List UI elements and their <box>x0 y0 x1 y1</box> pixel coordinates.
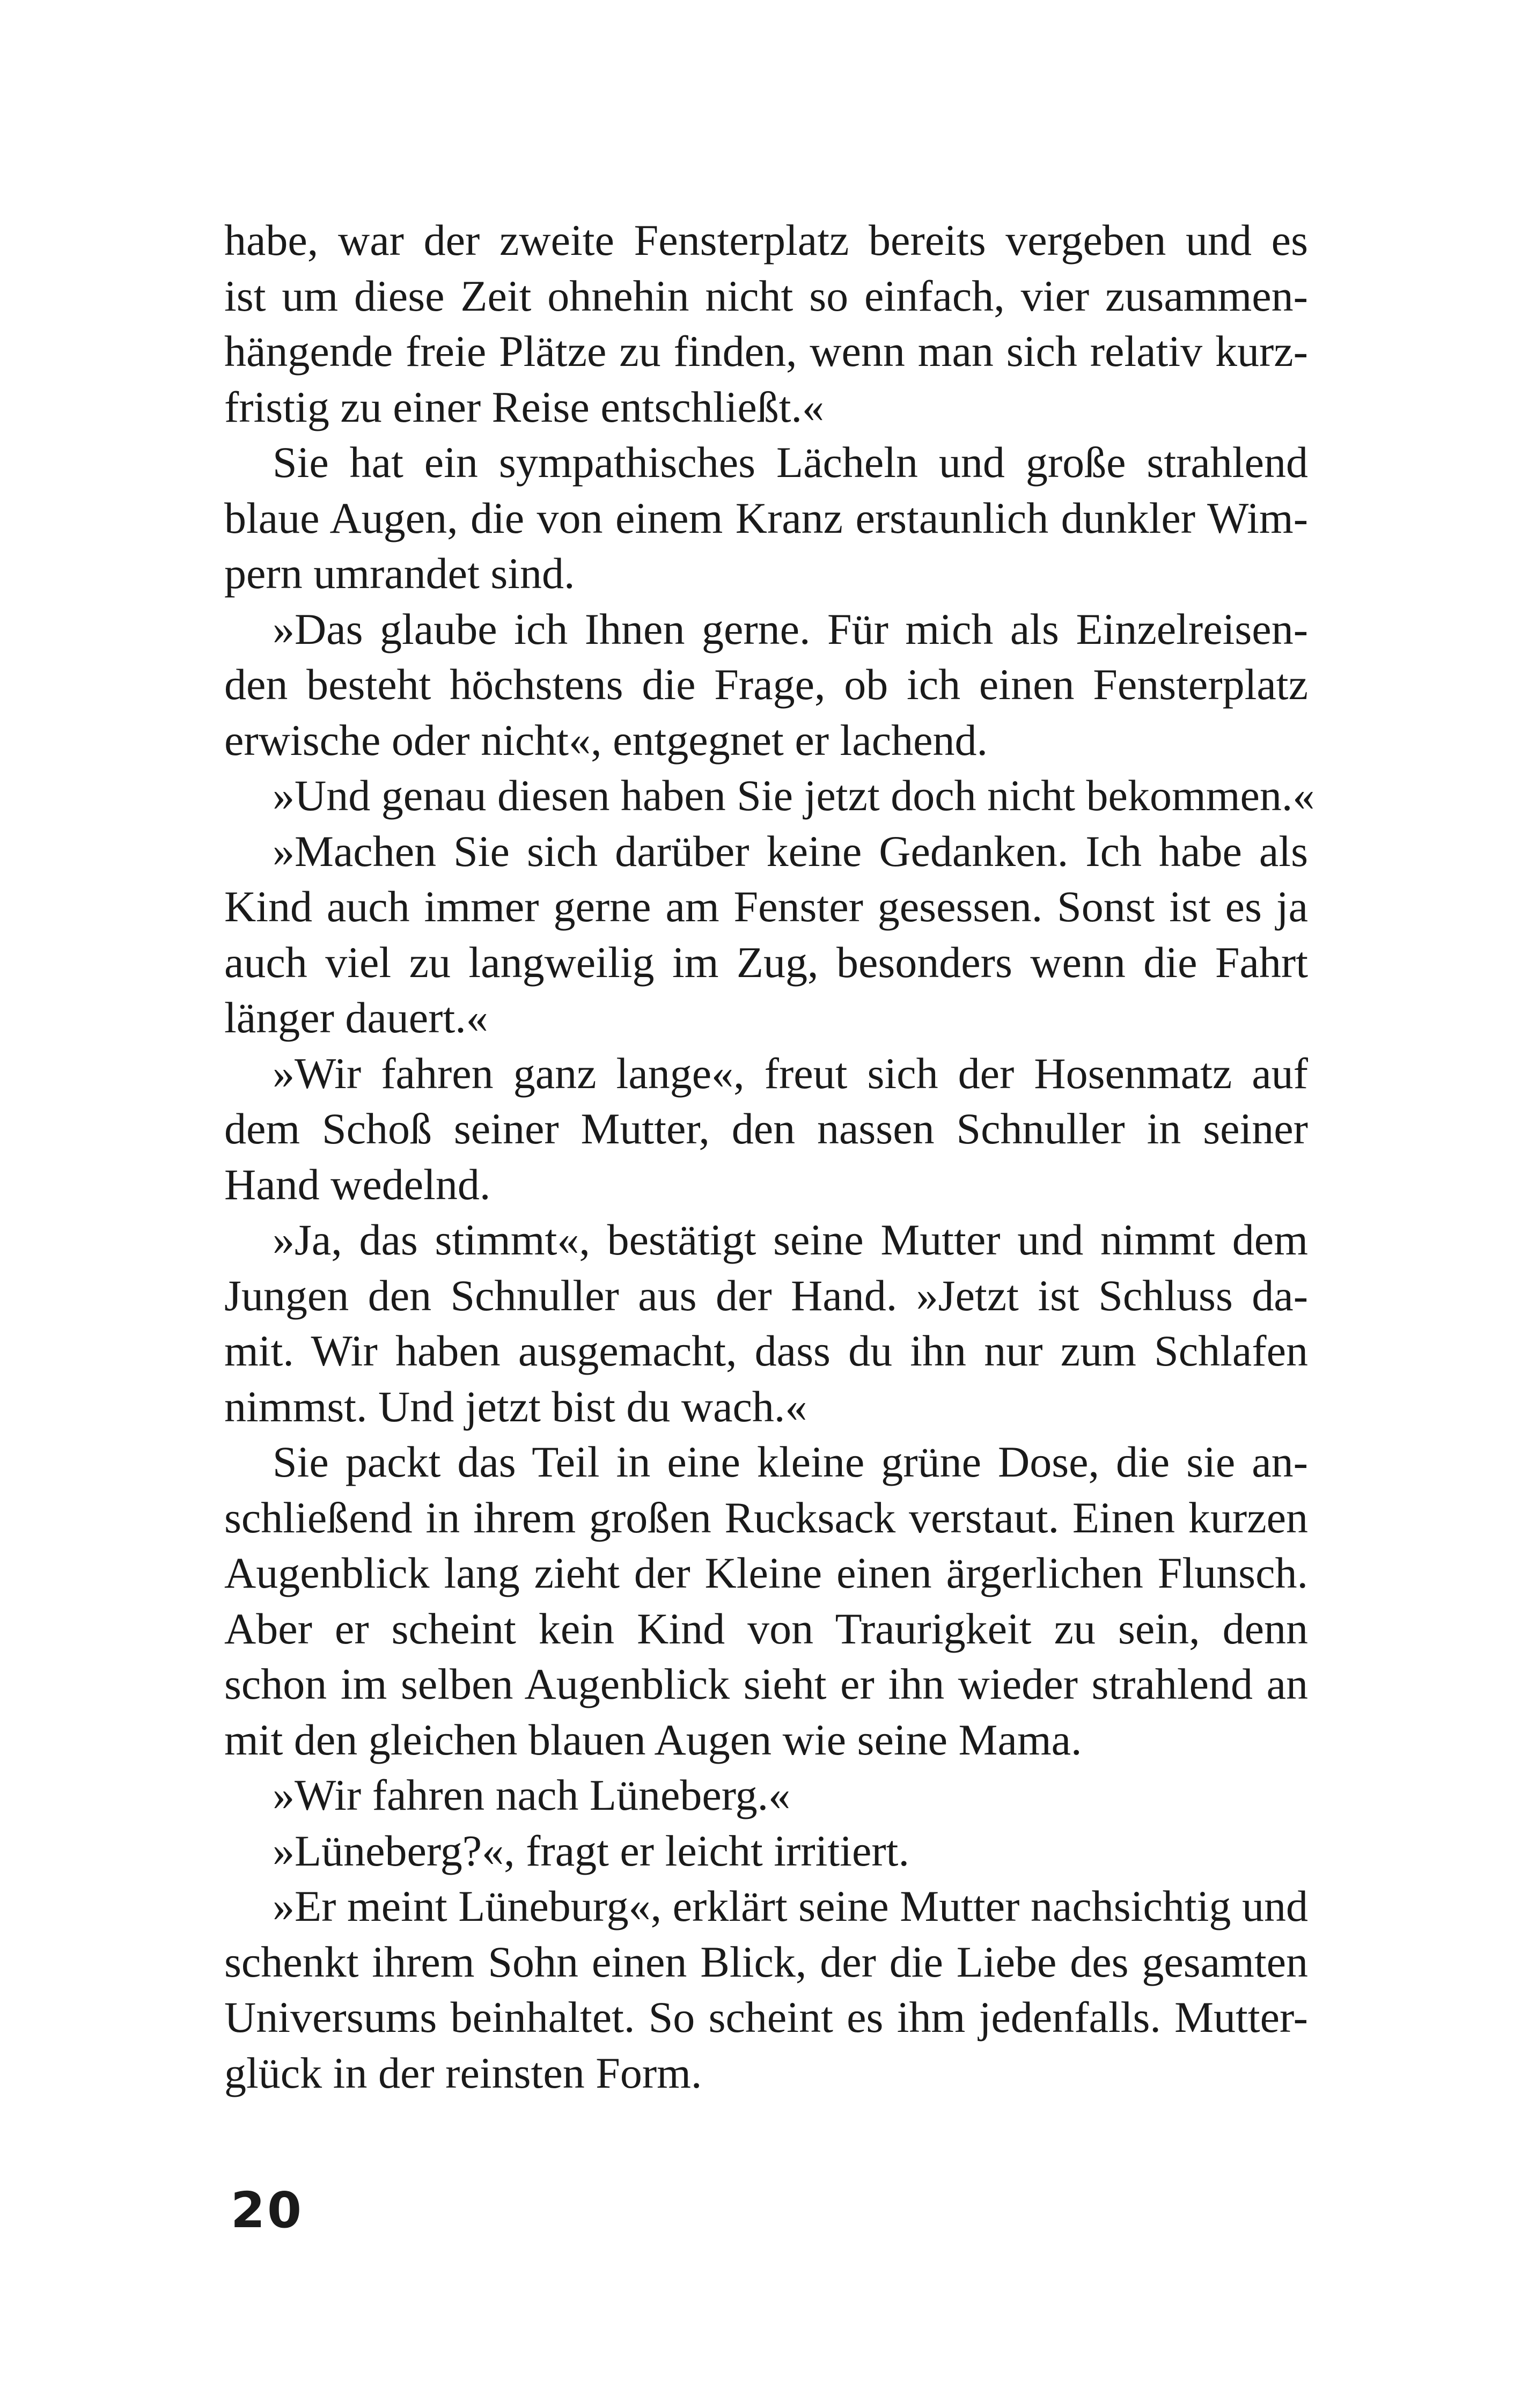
text-line: fristig zu einer Reise entschließt.« <box>224 382 825 431</box>
text-line: den besteht höchstens die Frage, ob ich einen Fensterplatz <box>224 660 1308 709</box>
text-line: »Er meint Lüneburg«, erklärt seine Mutter nachsichtig und <box>273 1882 1308 1930</box>
text-line: »Lüneberg?«, fragt er leicht irritiert. <box>273 1826 909 1875</box>
text-line: habe, war der zweite Fensterplatz bereits vergeben und es <box>224 216 1308 265</box>
text-line: ist um diese Zeit ohnehin nicht so einfach, vier zusammen- <box>224 271 1308 320</box>
text-line: länger dauert.« <box>224 993 488 1042</box>
body-text <box>224 212 1315 2101</box>
text-line: Hand wedelnd. <box>224 1159 491 1209</box>
text-line: dem Schoß seiner Mutter, den nassen Schnuller in seiner <box>224 1104 1308 1153</box>
text-line: mit. Wir haben ausgemacht, dass du ihn nur zum Schlafen <box>224 1326 1308 1375</box>
text-line: schon im selben Augenblick sieht er ihn wieder strahlend an <box>224 1660 1308 1708</box>
page-number: 20 <box>231 2182 304 2239</box>
text-line: Aber er scheint kein Kind von Traurigkeit zu sein, denn <box>224 1604 1308 1653</box>
text-line: Universums beinhaltet. So scheint es ihm jedenfalls. Mutter- <box>224 1993 1308 2042</box>
text-line: »Wir fahren nach Lüneberg.« <box>273 1771 791 1819</box>
text-line: auch viel zu langweilig im Zug, besonders wenn die Fahrt <box>224 937 1308 987</box>
text-line: hängende freie Plätze zu finden, wenn man sich relativ kurz- <box>224 327 1308 376</box>
text-line: »Und genau diesen haben Sie jetzt doch nicht bekommen.« <box>273 771 1315 820</box>
text-line: »Wir fahren ganz lange«, freut sich der Hosenmatz auf <box>273 1048 1308 1098</box>
text-line: Jungen den Schnuller aus der Hand. »Jetzt ist Schluss da- <box>224 1271 1308 1320</box>
text-line: »Machen Sie sich darüber keine Gedanken. Ich habe als <box>273 826 1308 876</box>
text-line: Augenblick lang zieht der Kleine einen ärgerlichen Flunsch. <box>224 1548 1308 1597</box>
text-line: glück in der reinsten Form. <box>224 2048 702 2097</box>
text-line: Sie packt das Teil in eine kleine grüne Dose, die sie an- <box>273 1437 1308 1486</box>
text-line: pern umrandet sind. <box>224 549 575 598</box>
text-line: mit den gleichen blauen Augen wie seine Mama. <box>224 1715 1082 1764</box>
text-line: Kind auch immer gerne am Fenster gesessen. Sonst ist es ja <box>224 882 1308 931</box>
text-line: blaue Augen, die von einem Kranz erstaunlich dunkler Wim- <box>224 493 1308 542</box>
text-line: nimmst. Und jetzt bist du wach.« <box>224 1382 807 1431</box>
text-line: schenkt ihrem Sohn einen Blick, der die Liebe des gesamten <box>224 1937 1308 1986</box>
text-line: Sie hat ein sympathisches Lächeln und große strahlend <box>273 438 1308 487</box>
text-line: schließend in ihrem großen Rucksack verstaut. Einen kurzen <box>224 1493 1308 1542</box>
text-line: erwische oder nicht«, entgegnet er lachend. <box>224 715 988 765</box>
text-line: »Ja, das stimmt«, bestätigt seine Mutter und nimmt dem <box>273 1215 1308 1264</box>
text-line: »Das glaube ich Ihnen gerne. Für mich als Einzelreisen- <box>273 604 1308 654</box>
